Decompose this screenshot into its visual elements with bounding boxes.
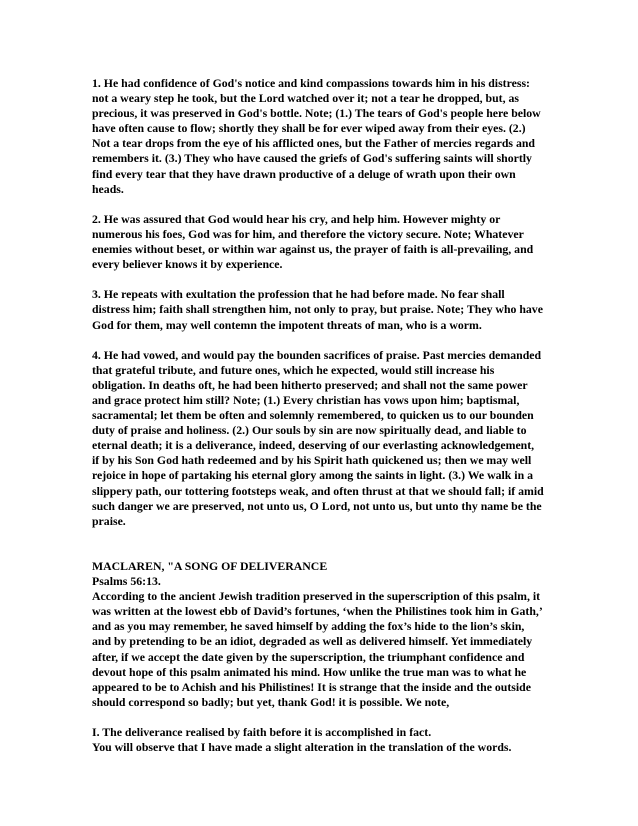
section-spacer xyxy=(92,544,544,559)
paragraph-point-2: 2. He was assured that God would hear his cry, and help him. However mighty or numerous his foes, God was for him, and therefore the victory secure. Note; Whatever enemies without beset, or within war against us, the prayer of faith is all-prevailing, and every believer knows it by experience. xyxy=(92,211,534,272)
maclaren-heading: MACLAREN, "A SONG OF DELIVERANCE xyxy=(92,559,328,573)
maclaren-intro-paragraph: According to the ancient Jewish tradition preserved in the superscription of this psalm, it was written at the lowest ebb of David’s fortunes, ‘when the Philistines took him in Gath,’ and as you may remember, he saved himself by adding the fox’s hide to the lion’s skin, and by pretending to be an idiot, degraded as well as delivered himself. Yet immediately after, if we accept the date given by the superscription, the triumphant confidence and devout hope of this psalm animated his mind. How unlike the true man was to what he appeared to be to Achish and his Philistines! It is strange that the inside and the outside should correspond so badly; but yet, thank God! it is possible. We note, xyxy=(92,589,542,709)
paragraph-point-4: 4. He had vowed, and would pay the bounden sacrifices of praise. Past mercies demanded that grateful tribute, and future ones, which he expected, would still increase his obligation. In deaths oft, he had been hitherto preserved; and shall not the same power and grace protect him still? Note; (1.) Every christian has vows upon him; baptismal, sacramental; let them be often and solemnly remembered, to quicken us to our bounden duty of praise and holiness. (2.) Our souls by sin are now spiritually dead, and liable to eternal death; it is a deliverance, indeed, deserving of our everlasting acknowledgement, if by his Son God hath redeemed and by his Spirit hath quickened us; then we may well rejoice in hope of partaking his eternal glory among the saints in light. (3.) We walk in a slippery path, our tottering footsteps weak, and often thrust at that we should fall; if amid such danger we are preserved, not unto us, O Lord, not unto us, but unto thy name be the praise. xyxy=(92,347,544,528)
section-heading: I. The deliverance realised by faith before it is accomplished in fact. xyxy=(92,725,432,740)
paragraph-point-1: 1. He had confidence of God's notice and kind compassions towards him in his distress: not a weary step he took, but the Lord watched over it; not a tear he dropped, but, as precious, it was preserved in God's bottle. Note; (1.) The tears of God's people here below have often cause to flow; shortly they shall be for ever wiped away from their eyes. (2.) Not a tear drops from the eye of his afflicted ones, but the Father of mercies regards and remembers it. (3.) They who have caused the griefs of God's suffering saints will shortly find every tear that they have drawn productive of a deluge of wrath upon their own heads. xyxy=(92,76,541,196)
paragraph-point-3: 3. He repeats with exultation the profession that he had before made. No fear shall distress him; faith shall strengthen him, not only to pray, but praise. Note; They who have God for them, may well contemn the impotent threats of man, who is a worm. xyxy=(92,287,543,332)
document-page xyxy=(92,76,544,755)
scripture-reference: Psalms 56:13. xyxy=(92,574,161,589)
section-body-text: You will observe that I have made a slight alteration in the translation of the words. xyxy=(92,740,512,755)
